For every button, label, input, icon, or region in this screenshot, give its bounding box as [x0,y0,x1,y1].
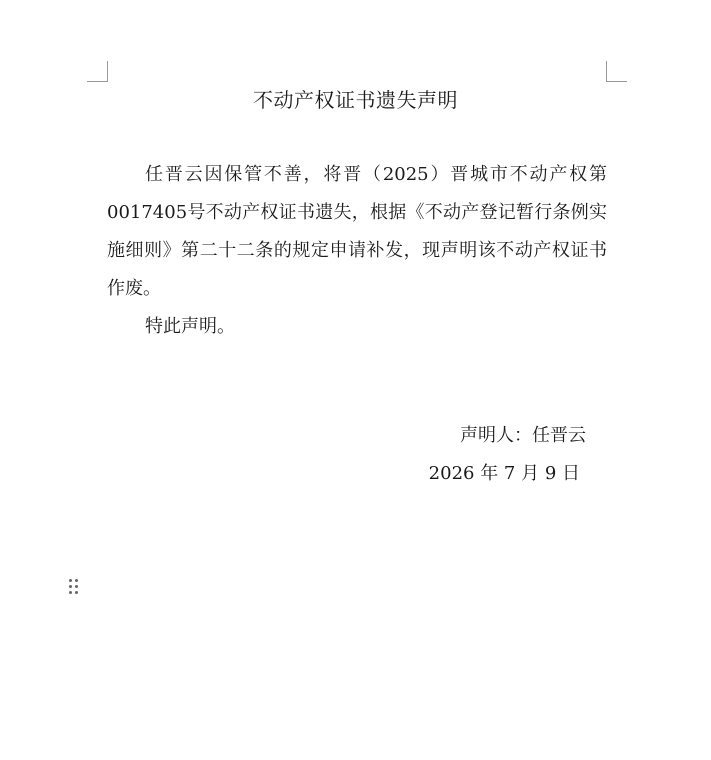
crop-mark-top-left [87,61,108,82]
drag-handle-icon[interactable] [68,578,80,594]
document-body[interactable] [107,156,607,346]
body-paragraph-1: 任晋云因保管不善，将晋（2025）晋城市不动产权第0017405号不动产权证书遗失，根据《不动产登记暂行条例实施细则》第二十二条的规定申请补发，现声明该不动产权证书作废。 [107,164,607,299]
signer-line: 声明人：任晋云 [460,425,586,446]
crop-mark-top-right [606,61,627,82]
body-paragraph-2: 特此声明。 [145,316,235,337]
date-line: 2026 年 7 月 9 日 [428,463,580,484]
document-title: 不动产权证书遗失声明 [253,88,458,112]
